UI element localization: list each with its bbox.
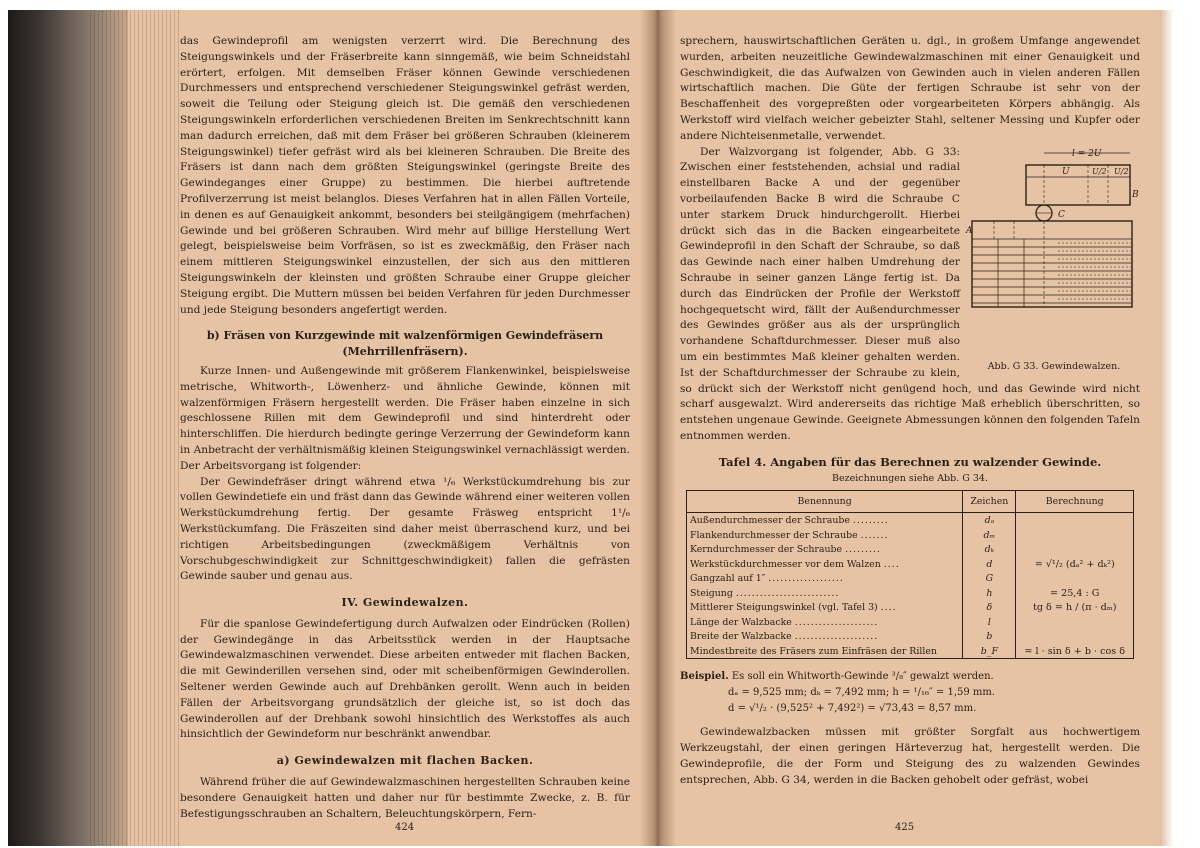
label-B: B [1132,189,1139,200]
left-paragraph-b1: Kurze Innen- und Außengewinde mit größerem Flankenwinkel, beispielsweise metrische, Whitworth-, Löwenherz- und ähnliche Gewinde, können mit walzenförmigen Fräsern hergestellt werden. Die Fräser haben einzelne in sich geschlossene Rillen mit dem Gewindeprofil und sind hinterdreht oder hinterschliffen. Die hierdurch bedingte geringe Verzerrung der Gewindeform kann in Anbetracht der verhältnismäßig kleinen Steigungswinkel vernachlässigt werden. Der Arbeitsvorgang ist folgender: [180,364,630,472]
example-line-3: d = √¹/₂ · (9,525² + 7,492²) = √73,43 = 8,57 mm. [728,703,977,715]
header-berechnung: Berechnung [1016,491,1134,513]
header-benennung: Benennung [687,491,963,513]
row-name: Werkstückdurchmesser vor dem Walzen [690,558,881,570]
table-row: Flankendurchmesser der Schraube ....... dₘ [687,528,1134,543]
table-header-row [687,491,1134,513]
header-zeichen: Zeichen [963,491,1016,513]
row-name: Flankendurchmesser der Schraube [690,529,858,541]
table-row: Mittlerer Steigungswinkel (vgl. Tafel 3) .... δ tg δ = h / (π · dₘ) [687,600,1134,615]
right-page [680,34,1140,789]
row-symbol: G [963,571,1016,586]
example-block [680,669,1140,717]
heading-b-subtitle: (Mehrrillenfräsern). [342,345,468,359]
figure-g33 [968,147,1140,375]
left-paragraph-1: das Gewindeprofil am wenigsten verzerrt wird. Die Berechnung des Steigungswinkels und der Fräserbreite kann sinngemäß, wie beim Schneidstahl erörtert, erfolgen. Mit demselben Fräser können Gewinde verschiedenen Durchmessers und entsprechend verschiedener Steigungswinkel gefräst werden, soweit die Teilung oder Steigung gleich ist. Die gemäß den verschiedenen Steigungswinkeln erforderlichen verschiedenen Breiten im Senkrechtschnitt kann man dadurch erreichen, daß mit dem Fräser bei größeren Schrauben (kleinerem Steigungswinkel) tiefer gefräst wird als bei kleineren Schrauben. Die Breite des Fräsers ist dann nach dem größten Steigungswinkel (geringste Breite des Gewindeganges einer Gruppe) zu bestimmen. Die hierbei auftretende Profilverzerrung ist meist belanglos. Dieses Verfahren hat in allen Fällen Vorteile, in denen es auf Genauigkeit ankommt, besonders bei steilgängigem (mehrfachen) Gewinde und bei größeren Schrauben. Wird mehr auf billige Herstellung Wert gelegt, beispielsweise beim Vorfräsen, so ist es zweckmäßig, den Fräser nach einem mittleren Steigungswinkel einzustellen, der sich aus den mittleren Steigungswinkeln der kleinsten und größten Schraube einer Gruppe gleicher Steigung ergibt. Die Muttern müssen bei beiden Verfahren für jeden Durchmesser und jede Steigung besonders angefertigt werden. [180,35,630,316]
row-calc: = √¹/₂ (dₐ² + dₖ²) [1016,557,1134,572]
table-row: Breite der Walzbacke ..................... b [687,629,1134,644]
thread-rolling-diagram [968,147,1140,357]
page-number-left: 424 [395,822,415,833]
table-row: Steigung .......................... h = 25,4 : G [687,586,1134,601]
right-paragraph-1: sprechern, hauswirtschaftlichen Geräten u. dgl., in großem Umfange angewendet wurden, arbeiten neuzeitliche Gewindewalzmaschinen mit einer Genauigkeit und Geschwindigkeit, die das Aufwalzen von Gewinden auch in vielen anderen Fällen wirtschaftlich machen. Die Güte der fertigen Schraube ist sehr von der Beschaffenheit des vorgepreßten oder vorgearbeiteten Körpers abhängig. Als Werkstoff wird vielfach weicher gebeizter Stahl, seltener Messing und Kupfer oder andere Nichteisenmetalle, verwendet. [680,35,1140,142]
row-name: Kerndurchmesser der Schraube [690,544,843,556]
table-subtitle: Bezeichnungen siehe Abb. G 34. [832,472,988,484]
heading-b-title: b) Fräsen von Kurzgewinde mit walzenförmigen Gewindefräsern [206,329,604,343]
row-name: Steigung [690,587,733,599]
row-name: Gangzahl auf 1″ [690,573,766,585]
dim-l-label: l = 2U [1072,148,1102,159]
row-calc [1016,528,1134,543]
row-name: Breite der Walzbacke [690,631,792,643]
row-calc [1016,513,1134,528]
row-symbol: dₐ [963,513,1016,528]
table-row: Gangzahl auf 1″ ................... G [687,571,1134,586]
calculation-table [686,490,1134,659]
right-page-edge [1160,10,1174,846]
row-calc [1016,542,1134,557]
example-line-1: Es soll ein Whitworth-Gewinde ³/₈″ gewalzt werden. [731,671,994,683]
left-paragraph-iv: Für die spanlose Gewindefertigung durch Aufwalzen oder Eindrücken (Rollen) der Gewindegänge in das Arbeitsstück werden in der Hauptsache Gewindewalzmaschinen verwendet. Diese arbeiten entweder mit flachen Backen, die mit Gewinderillen versehen sind, oder mit scheibenförmigen Gewinderollen. Seltener werden Gewinde auch auf Drehbänken gerollt. Wenn auch in beiden Fällen der Arbeitsvorgang grundsätzlich der gleiche ist, so ist doch das Gewinderollen auf der Drehbank sowohl hinsichtlich des Werkstoffes als auch hinsichtlich der Gewindeform nur beschränkt anwendbar. [180,617,630,741]
row-calc [1016,615,1134,630]
row-calc [1016,629,1134,644]
page-number-right: 425 [895,822,915,833]
dim-u2-label-b: U/2 [1114,166,1129,176]
example-line-2: dₐ = 9,525 mm; dₖ = 7,492 mm; h = ¹/₁₆″ = 1,59 mm. [728,687,996,699]
label-A: A [966,225,973,236]
figure-caption: Abb. G 33. Gewindewalzen. [987,360,1121,372]
dim-u2-label-a: U/2 [1092,166,1107,176]
row-symbol: δ [963,600,1016,615]
page-edges [90,10,180,846]
row-name: Länge der Walzbacke [690,616,792,628]
row-symbol: l [963,615,1016,630]
left-paragraph-a: Während früher die auf Gewindewalzmaschinen hergestellten Schrauben keine besondere Genauigkeit hatten und daher nur für bestimmte Zwecke, z. B. für Befestigungsschrauben an Schaltern, Beleuchtungskörpern, Fern- [180,776,630,820]
row-symbol: dₖ [963,542,1016,557]
row-name: Mittlerer Steigungswinkel (vgl. Tafel 3) [690,602,878,614]
book-gutter [640,10,676,846]
row-symbol: h [963,586,1016,601]
table-row: Länge der Walzbacke ..................... l [687,615,1134,630]
example-label: Beispiel. [680,671,729,683]
heading-a: a) Gewindewalzen mit flachen Backen. [276,754,534,768]
right-paragraph-2: Der Walzvorgang ist folgender, Abb. G 33: Zwischen einer feststehenden, achsial und radial einstellbaren Backe A und der gegenüber vorbeilaufenden Backe B wird die Schraube C unter starkem Druck hindurchgerollt. Hierbei drückt sich das in die Backen eingearbeitete Gewindeprofil in den Schaft der Schraube, so daß das Gewinde nach einer halben Umdrehung der Schraube in seiner ganzen Länge fertig ist. Da durch das Eindrücken der Profile der Werkstoff hochgequetscht wird, fällt der Außendurchmesser des Gewindes größer aus als der ursprünglich vorhandene Schaftdurchmesser. Dieser muß also um ein bestimmtes Maß kleiner gehalten werden. Ist der Schaftdurchmesser der Schraube zu klein, so drückt sich der Werkstoff nicht genügend hoch, und das Gewinde wird nicht scharf ausgewalzt. Wird andererseits das richtige Maß erheblich überschritten, so entstehen ungenaue Gewinde. Geeignete Abmessungen können den folgenden Tafeln entnommen werden. [680,145,1140,442]
row-calc [1016,571,1134,586]
table-title: Tafel 4. Angaben für das Berechnen zu walzender Gewinde. [718,454,1102,469]
row-calc: tg δ = h / (π · dₘ) [1016,600,1134,615]
table-row [687,644,1134,659]
heading-b [180,328,630,360]
dim-u-label: U [1062,166,1070,177]
label-C: C [1058,209,1065,220]
table-row: Kerndurchmesser der Schraube ......... dₖ [687,542,1134,557]
right-paragraph-3: Gewindewalzbacken müssen mit größter Sorgfalt aus hochwertigem Werkzeugstahl, der einen geringen Härteverzug hat, hergestellt werden. Die Gewindeprofile, die der Form und Steigung des zu walzenden Gewindes entsprechen, Abb. G 34, werden in die Backen gehobelt oder gefräst, wobei [680,726,1140,786]
row-name: Außendurchmesser der Schraube [690,515,850,527]
row-calc: = 25,4 : G [1016,586,1134,601]
row-symbol: b [963,629,1016,644]
table-row: Werkstückdurchmesser vor dem Walzen .... d = √¹/₂ (dₐ² + dₖ²) [687,557,1134,572]
row-calc: = l · sin δ + b · cos δ [1016,644,1134,659]
row-symbol: d [963,557,1016,572]
row-symbol: b_F [963,644,1016,659]
left-page [180,34,630,822]
heading-iv: IV. Gewindewalzen. [341,596,469,610]
row-symbol: dₘ [963,528,1016,543]
left-paragraph-b2: Der Gewindefräser dringt während etwa ¹/₆ Werkstückumdrehung bis zur vollen Gewindetiefe ein und fräst dann das Gewinde während einer weiteren vollen Werkstückumdrehung fertig. Der gesamte Fräsweg entspricht 1¹/₆ Werkstückumfang. Die Fräszeiten sind daher meist überraschend kurz, und bei richtigen Arbeitsbedingungen (zweckmäßigem Verhältnis von Vorschubgeschwindigkeit zur Schnittgeschwindigkeit) fallen die gefrästen Gewinde sauber und genau aus. [180,475,630,583]
table-row: Außendurchmesser der Schraube ......... dₐ [687,513,1134,528]
row-name: Mindestbreite des Fräsers zum Einfräsen der Rillen [690,645,937,657]
